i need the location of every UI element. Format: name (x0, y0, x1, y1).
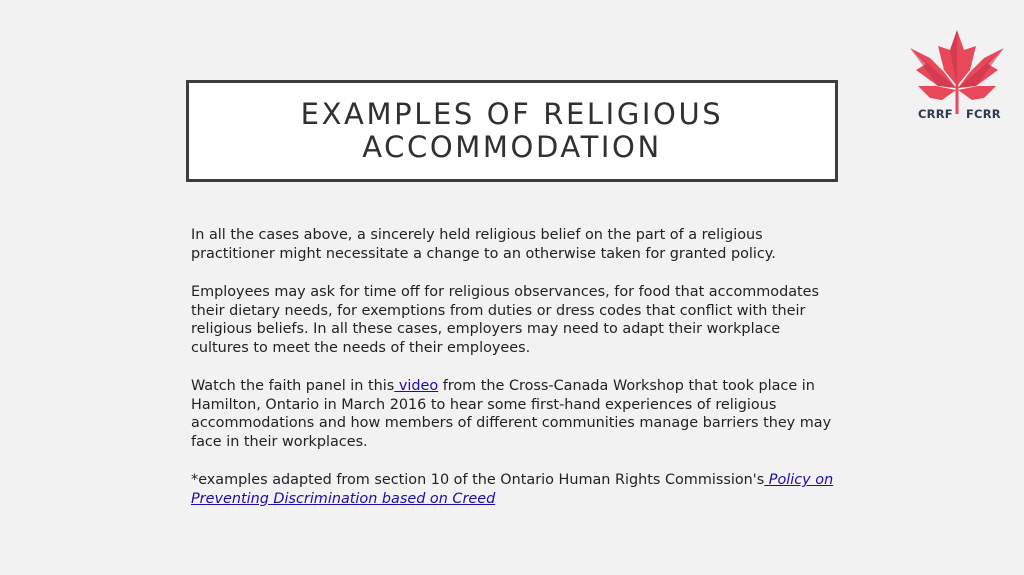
video-link[interactable]: video (394, 378, 439, 394)
logo-text-crrf: CRRF (918, 107, 953, 121)
title-box (186, 80, 838, 182)
paragraph-video (191, 377, 841, 451)
paragraph-source-text: *examples adapted from section 10 of the Ontario Human Rights Commission's (191, 472, 765, 488)
paragraph-source (191, 471, 841, 508)
paragraph-video-text-before: Watch the faith panel in this (191, 378, 395, 394)
logo-text-fcrr: FCRR (966, 107, 1001, 121)
paragraph-cases: In all the cases above, a sincerely held religious belief on the part of a religious practitioner might necessitate a change to an otherwise taken for granted policy. (191, 227, 776, 262)
creed-policy-link[interactable]: Policy on Preventing Discrimination based on Creed (191, 472, 834, 507)
paragraph-employees: Employees may ask for time off for religious observances, for food that accommodates their dietary needs, for exemptions from duties or dress codes that conflict with their religious beliefs. In all these cases, employers may need to adapt their workplace cultures to meet the needs of their employees. (191, 284, 820, 356)
slide-title-line-2: ACCOMMODATION (362, 130, 662, 164)
crrf-logo (906, 28, 1008, 124)
slide-body (191, 226, 841, 528)
slide-title-line-1: EXAMPLES OF RELIGIOUS (300, 97, 724, 131)
slide-title (301, 98, 724, 164)
paragraph-video-text-after: from the Cross-Canada Workshop that took place in Hamilton, Ontario in March 2016 to hear some first-hand experiences of religious accommodations and how members of different communities manage barriers they may face in their workplaces. (191, 378, 832, 450)
